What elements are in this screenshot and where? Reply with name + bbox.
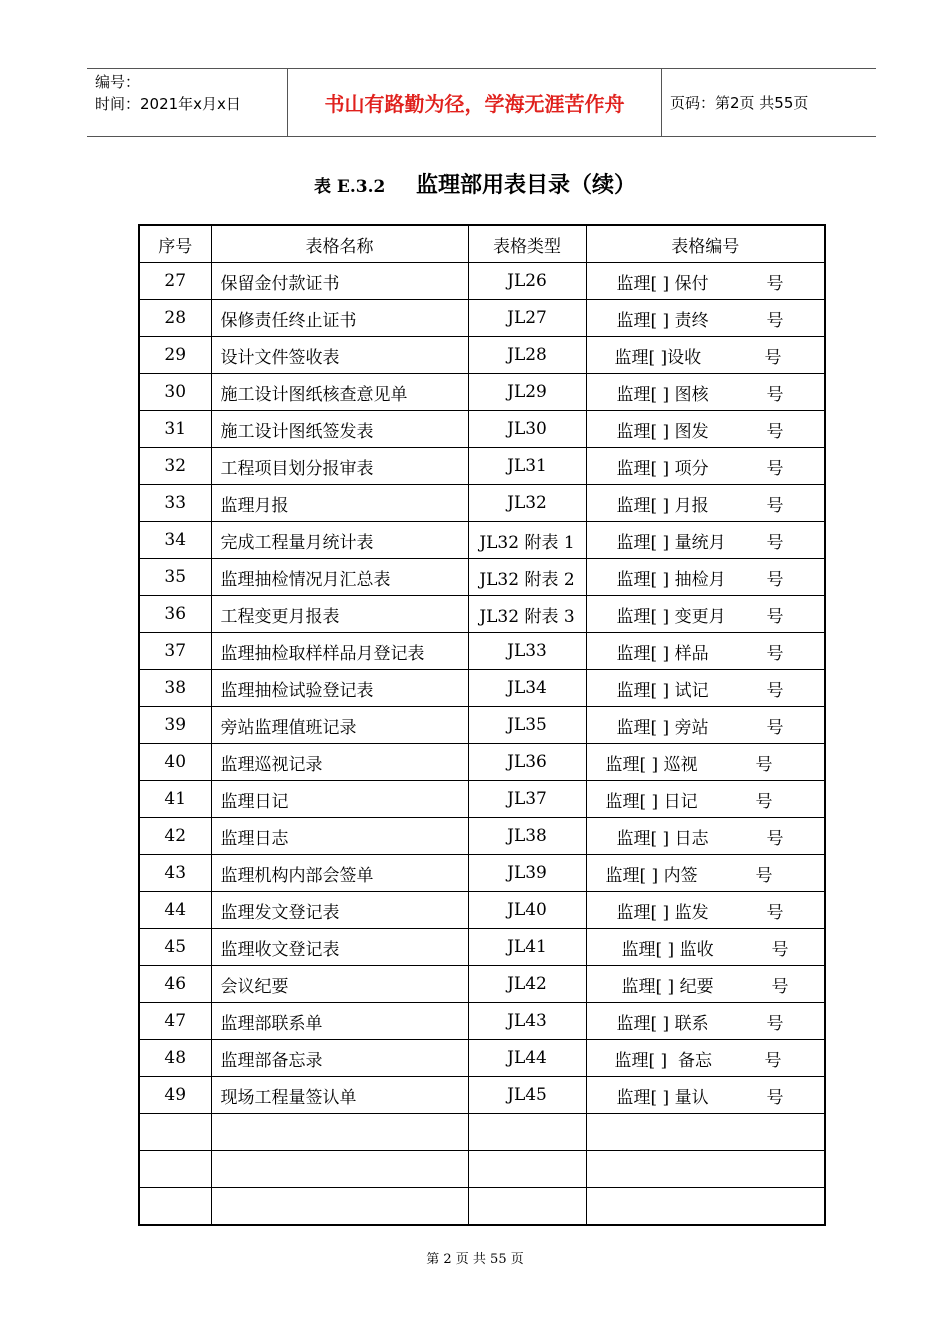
- form-name: 工程项目划分报审表: [211, 448, 468, 485]
- form-code: 监理[ ] 月报: [616, 495, 709, 516]
- table-row: [139, 1188, 825, 1226]
- form-code-cell: [586, 707, 825, 744]
- form-code-suffix: 号: [771, 976, 789, 997]
- form-code: 监理[ ] 量统月: [616, 532, 726, 553]
- form-code-cell: [586, 1003, 825, 1040]
- table-row: [139, 744, 825, 781]
- form-code-suffix: 号: [766, 569, 784, 590]
- form-code-cell: [586, 892, 825, 929]
- header-slogan: 书山有路勤为径，学海无涯苦作舟: [287, 69, 662, 136]
- row-number: 32: [139, 448, 211, 485]
- form-code-suffix: 号: [766, 828, 784, 849]
- form-name: [211, 1151, 468, 1188]
- form-type: JL43: [468, 1003, 586, 1040]
- table-row: [139, 485, 825, 522]
- form-code: 监理[ ] 量认: [616, 1087, 709, 1108]
- form-code: 监理[ ]设收: [614, 347, 702, 368]
- form-type: JL39: [468, 855, 586, 892]
- form-code-cell: [586, 929, 825, 966]
- form-code: 监理[ ] 保付: [616, 273, 709, 294]
- document-title-text: 监理部用表目录（续）: [416, 172, 637, 198]
- form-type: JL42: [468, 966, 586, 1003]
- form-code: 监理[ ] 内签: [605, 865, 698, 886]
- form-code-suffix: 号: [766, 643, 784, 664]
- form-name: 监理部备忘录: [211, 1040, 468, 1077]
- form-code-suffix: 号: [755, 865, 773, 886]
- table-row: [139, 1114, 825, 1151]
- form-code: 监理[ ] 旁站: [616, 717, 709, 738]
- table-header-row: [139, 225, 825, 263]
- form-name: 监理月报: [211, 485, 468, 522]
- form-code-cell: [586, 596, 825, 633]
- header-number-label: 编号：: [95, 73, 141, 91]
- form-type: [468, 1151, 586, 1188]
- form-name: [211, 1188, 468, 1226]
- form-code-cell: [586, 1151, 825, 1188]
- row-number: 49: [139, 1077, 211, 1114]
- form-code: 监理[ ] 日志: [616, 828, 709, 849]
- form-name: [211, 1114, 468, 1151]
- form-code: 监理[ ] 纪要: [621, 976, 714, 997]
- form-code: 监理[ ] 日记: [605, 791, 698, 812]
- table-row: [139, 1151, 825, 1188]
- form-code-cell: [586, 485, 825, 522]
- form-type: JL32: [468, 485, 586, 522]
- form-code-suffix: 号: [766, 717, 784, 738]
- form-code-cell: [586, 411, 825, 448]
- form-code-cell: [586, 263, 825, 300]
- row-number: [139, 1114, 211, 1151]
- form-code: 监理[ ] 责终: [616, 310, 709, 331]
- form-code-suffix: 号: [764, 347, 782, 368]
- row-number: 35: [139, 559, 211, 596]
- form-type: JL28: [468, 337, 586, 374]
- form-name: 监理日志: [211, 818, 468, 855]
- form-type: JL29: [468, 374, 586, 411]
- table-row: [139, 374, 825, 411]
- form-code: 监理[ ] 抽检月: [616, 569, 726, 590]
- form-type: JL32 附表 3: [468, 596, 586, 633]
- form-type: JL27: [468, 300, 586, 337]
- table-row: [139, 966, 825, 1003]
- row-number: 37: [139, 633, 211, 670]
- form-type: [468, 1114, 586, 1151]
- form-code-cell: [586, 1114, 825, 1151]
- form-catalog-table: [138, 224, 826, 1226]
- form-name: 设计文件签收表: [211, 337, 468, 374]
- document-title-prefix: 表 E.3.2: [313, 177, 386, 197]
- form-code: 监理[ ] 联系: [616, 1013, 709, 1034]
- form-name: 监理部联系单: [211, 1003, 468, 1040]
- table-row: [139, 263, 825, 300]
- form-name: 保修责任终止证书: [211, 300, 468, 337]
- form-code-suffix: 号: [766, 1013, 784, 1034]
- form-code: 监理[ ] 变更月: [616, 606, 726, 627]
- form-code-cell: [586, 374, 825, 411]
- form-type: JL37: [468, 781, 586, 818]
- row-number: 34: [139, 522, 211, 559]
- form-code-cell: [586, 744, 825, 781]
- document-title: [0, 168, 950, 199]
- form-name: 保留金付款证书: [211, 263, 468, 300]
- row-number: 42: [139, 818, 211, 855]
- row-number: 39: [139, 707, 211, 744]
- table-row: [139, 559, 825, 596]
- form-name: 现场工程量签认单: [211, 1077, 468, 1114]
- row-number: 46: [139, 966, 211, 1003]
- form-code-cell: [586, 633, 825, 670]
- form-code-suffix: 号: [764, 1050, 782, 1071]
- row-number: [139, 1151, 211, 1188]
- form-name: 工程变更月报表: [211, 596, 468, 633]
- form-name: 监理机构内部会签单: [211, 855, 468, 892]
- form-type: JL34: [468, 670, 586, 707]
- table-row: [139, 1077, 825, 1114]
- table-row: [139, 448, 825, 485]
- column-header-number: 序号: [139, 225, 211, 263]
- form-code-suffix: 号: [766, 680, 784, 701]
- table-row: [139, 337, 825, 374]
- column-header-type: 表格类型: [468, 225, 586, 263]
- form-code-cell: [586, 670, 825, 707]
- form-code-cell: [586, 559, 825, 596]
- header-meta: [95, 71, 285, 115]
- form-code-suffix: 号: [755, 754, 773, 775]
- table-row: [139, 781, 825, 818]
- form-type: JL26: [468, 263, 586, 300]
- form-name: 完成工程量月统计表: [211, 522, 468, 559]
- form-code: 监理[ ] 项分: [616, 458, 709, 479]
- form-type: JL32 附表 2: [468, 559, 586, 596]
- row-number: 36: [139, 596, 211, 633]
- form-code-suffix: 号: [766, 1087, 784, 1108]
- form-name: 监理巡视记录: [211, 744, 468, 781]
- row-number: 48: [139, 1040, 211, 1077]
- form-name: 监理发文登记表: [211, 892, 468, 929]
- form-code: 监理[ ] 备忘: [614, 1050, 712, 1071]
- table-row: [139, 633, 825, 670]
- form-name: 监理抽检取样样品月登记表: [211, 633, 468, 670]
- row-number: [139, 1188, 211, 1226]
- form-code-cell: [586, 522, 825, 559]
- form-name: 监理抽检试验登记表: [211, 670, 468, 707]
- row-number: 45: [139, 929, 211, 966]
- form-code-cell: [586, 300, 825, 337]
- form-type: JL32 附表 1: [468, 522, 586, 559]
- table-row: [139, 300, 825, 337]
- form-name: 施工设计图纸签发表: [211, 411, 468, 448]
- row-number: 30: [139, 374, 211, 411]
- form-code-suffix: 号: [766, 458, 784, 479]
- form-code-cell: [586, 818, 825, 855]
- form-type: JL41: [468, 929, 586, 966]
- page-footer: 第 2 页 共 55 页: [426, 1252, 524, 1267]
- form-code-suffix: 号: [766, 273, 784, 294]
- row-number: 29: [139, 337, 211, 374]
- form-type: JL40: [468, 892, 586, 929]
- row-number: 40: [139, 744, 211, 781]
- form-code-suffix: 号: [766, 310, 784, 331]
- column-header-code: 表格编号: [586, 225, 825, 263]
- table-row: [139, 522, 825, 559]
- table-row: [139, 411, 825, 448]
- form-name: 会议纪要: [211, 966, 468, 1003]
- form-type: JL31: [468, 448, 586, 485]
- form-type: JL36: [468, 744, 586, 781]
- form-code-suffix: 号: [766, 384, 784, 405]
- row-number: 44: [139, 892, 211, 929]
- form-code: 监理[ ] 监收: [621, 939, 714, 960]
- form-type: JL30: [468, 411, 586, 448]
- form-code-suffix: 号: [766, 495, 784, 516]
- form-code-suffix: 号: [766, 421, 784, 442]
- row-number: 28: [139, 300, 211, 337]
- page-header: [87, 68, 876, 137]
- table-row: [139, 818, 825, 855]
- form-type: JL44: [468, 1040, 586, 1077]
- column-header-name: 表格名称: [211, 225, 468, 263]
- form-type: JL38: [468, 818, 586, 855]
- form-code: 监理[ ] 试记: [616, 680, 709, 701]
- form-code-cell: [586, 1077, 825, 1114]
- form-code-suffix: 号: [766, 606, 784, 627]
- form-code-cell: [586, 337, 825, 374]
- row-number: 47: [139, 1003, 211, 1040]
- table-row: [139, 1040, 825, 1077]
- form-name: 监理日记: [211, 781, 468, 818]
- form-code: 监理[ ] 巡视: [605, 754, 698, 775]
- row-number: 31: [139, 411, 211, 448]
- table-row: [139, 929, 825, 966]
- form-type: JL35: [468, 707, 586, 744]
- table-row: [139, 596, 825, 633]
- row-number: 27: [139, 263, 211, 300]
- form-type: JL45: [468, 1077, 586, 1114]
- form-code-suffix: 号: [766, 532, 784, 553]
- form-code-suffix: 号: [755, 791, 773, 812]
- form-name: 旁站监理值班记录: [211, 707, 468, 744]
- row-number: 43: [139, 855, 211, 892]
- form-type: JL33: [468, 633, 586, 670]
- form-code-cell: [586, 448, 825, 485]
- form-name: 监理抽检情况月汇总表: [211, 559, 468, 596]
- form-code-suffix: 号: [771, 939, 789, 960]
- row-number: 33: [139, 485, 211, 522]
- form-code-cell: [586, 1040, 825, 1077]
- form-code: 监理[ ] 样品: [616, 643, 709, 664]
- header-time-label: 时间：2021年x月x日: [95, 95, 241, 113]
- table-row: [139, 892, 825, 929]
- form-type: [468, 1188, 586, 1226]
- form-code-cell: [586, 966, 825, 1003]
- row-number: 41: [139, 781, 211, 818]
- form-name: 监理收文登记表: [211, 929, 468, 966]
- row-number: 38: [139, 670, 211, 707]
- form-code-suffix: 号: [766, 902, 784, 923]
- table-row: [139, 1003, 825, 1040]
- form-code: 监理[ ] 图发: [616, 421, 709, 442]
- header-page-info: 页码：第2页 共55页: [670, 94, 809, 112]
- form-code: 监理[ ] 监发: [616, 902, 709, 923]
- form-code-cell: [586, 1188, 825, 1226]
- form-code-cell: [586, 855, 825, 892]
- form-code-cell: [586, 781, 825, 818]
- table-row: [139, 670, 825, 707]
- table-row: [139, 707, 825, 744]
- form-code: 监理[ ] 图核: [616, 384, 709, 405]
- table-row: [139, 855, 825, 892]
- form-name: 施工设计图纸核查意见单: [211, 374, 468, 411]
